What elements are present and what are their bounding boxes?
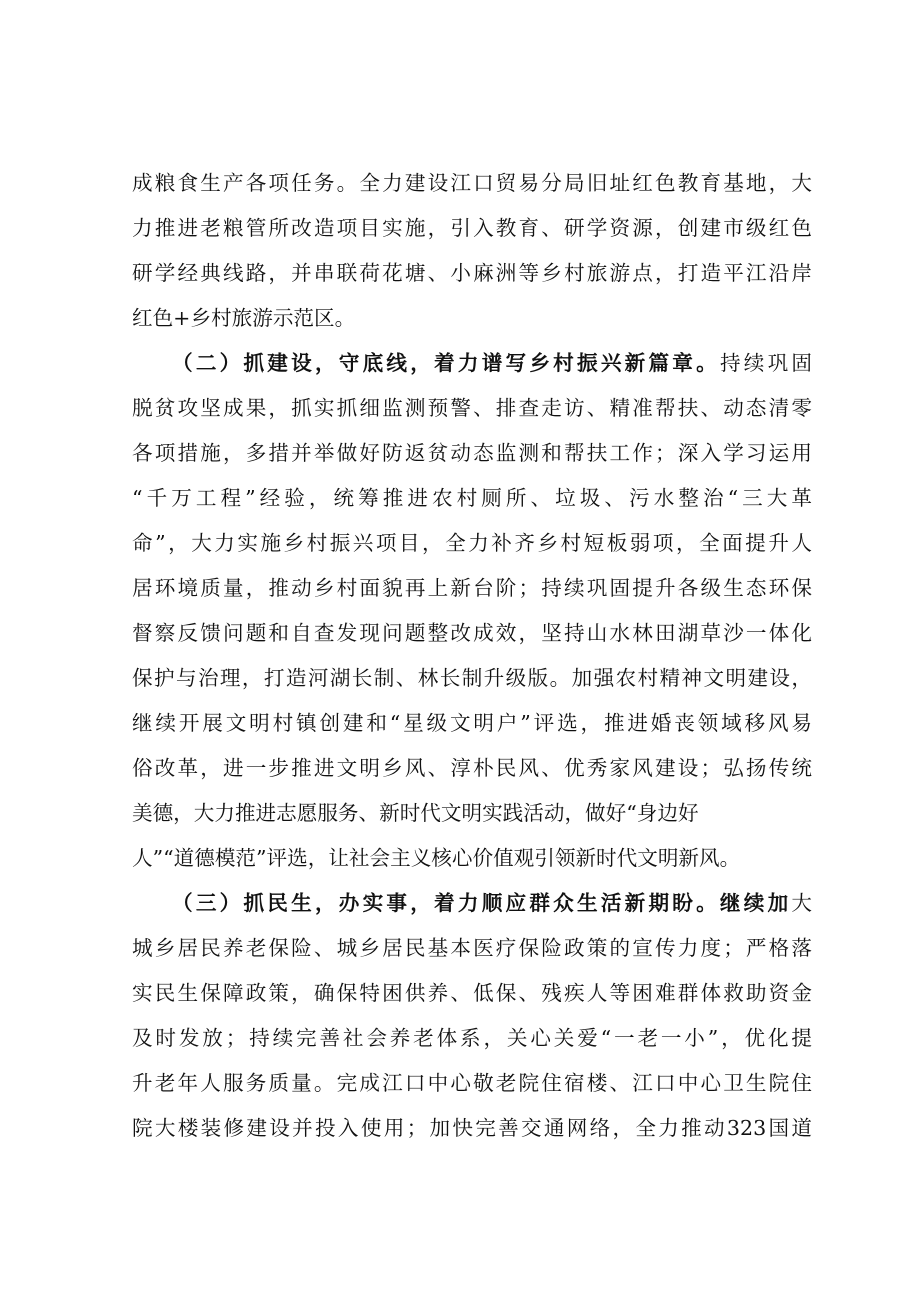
paragraph-3-line-1 [172,886,812,920]
paragraph-1-line-3: 研学经典线路，并串联荷花塘、小麻洲等乡村旅游点，打造平江沿岸 [132,261,812,285]
paragraph-2-line-1 [172,346,812,380]
paragraph-2-line-2: 脱贫攻坚成果，抓实抓细监测预警、排查走访、精准帮扶、动态清零 [132,396,812,420]
paragraph-2-line-6: 居环境质量，推动乡村面貌再上新台阶；持续巩固提升各级生态环保 [132,576,812,600]
paragraph-2-line-12: 人”“道德模范”评选，让社会主义核心价值观引领新时代文明新风。 [132,846,741,870]
paragraph-1-line-4: 红色+乡村旅游示范区。 [132,306,356,330]
paragraph-3-heading: （三）抓民生，办实事，着力顺应群众生活新期盼。继续加 [172,891,792,915]
paragraph-2-line-7: 督察反馈问题和自查发现问题整改成效，坚持山水林田湖草沙一体化 [132,621,812,645]
paragraph-2-line-3: 各项措施，多措并举做好防返贫动态监测和帮扶工作；深入学习运用 [132,441,812,465]
paragraph-3-line-5: 升老年人服务质量。完成江口中心敬老院住宿楼、江口中心卫生院住 [132,1071,812,1095]
paragraph-2-heading: （二）抓建设，守底线，着力谱写乡村振兴新篇章。 [172,351,720,375]
paragraph-3-line-2: 城乡居民养老保险、城乡居民基本医疗保险政策的宣传力度；严格落 [132,936,812,960]
paragraph-2-line-4: “千万工程”经验，统筹推进农村厕所、垃圾、污水整治“三大革 [132,486,812,510]
paragraph-2-line-10: 俗改革，进一步推进文明乡风、淳朴民风、优秀家风建设；弘扬传统 [132,756,812,780]
paragraph-2-line-8: 保护与治理，打造河湖长制、林长制升级版。加强农村精神文明建设， [132,666,812,690]
paragraph-1-line-2: 力推进老粮管所改造项目实施，引入教育、研学资源，创建市级红色 [132,216,812,240]
paragraph-1-line-1: 成粮食生产各项任务。全力建设江口贸易分局旧址红色教育基地，大 [132,171,812,195]
paragraph-2-line-5: 命”，大力实施乡村振兴项目，全力补齐乡村短板弱项，全面提升人 [132,531,812,555]
paragraph-2-line-9: 继续开展文明村镇创建和“星级文明户”评选，推进婚丧领域移风易 [132,711,812,735]
paragraph-3-line-6: 院大楼装修建设并投入使用；加快完善交通网络，全力推动323国道 [132,1116,812,1140]
paragraph-3-line-4: 及时发放；持续完善社会养老体系，关心关爱“一老一小”，优化提 [132,1026,812,1050]
paragraph-2-line-11: 美德，大力推进志愿服务、新时代文明实践活动，做好“身边好 [132,801,699,825]
paragraph-3-line-3: 实民生保障政策，确保特困供养、低保、残疾人等困难群体救助资金 [132,981,812,1005]
paragraph-3-first-line-rest: 大 [791,891,812,915]
paragraph-2-first-line-rest: 持续巩固 [719,351,813,375]
